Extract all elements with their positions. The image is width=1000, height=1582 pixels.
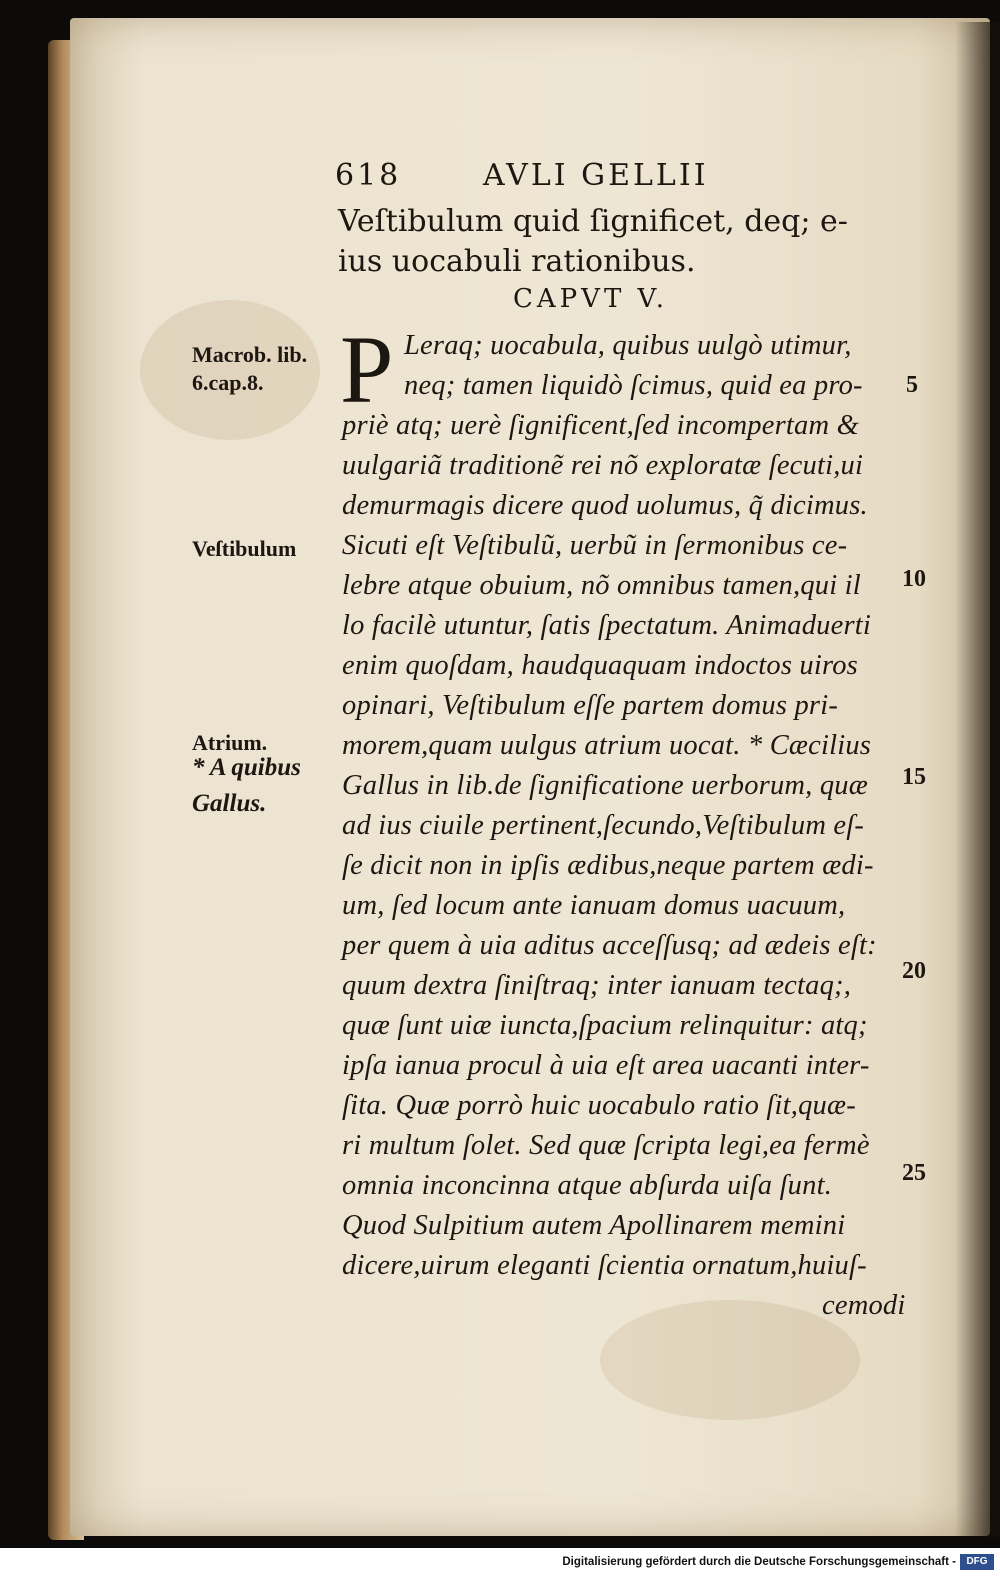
margin-note-atrium: Atrium. bbox=[192, 730, 268, 755]
body-line: Sicuti eſt Veſtibulũ, uerbũ in ſermonibus ce- bbox=[342, 530, 848, 561]
body-line: uulgariã traditionẽ rei nõ exploratæ ſecuti,ui bbox=[342, 450, 864, 481]
gutter-shadow bbox=[955, 22, 1000, 1537]
body-line: Quod Sulpitium autem Apollinarem memini bbox=[342, 1210, 846, 1241]
body-line: per quem à uia aditus acceſſusq; ad ædeis eſt: bbox=[342, 930, 877, 961]
margin-note-macrob-ref: 6.cap.8. bbox=[192, 370, 264, 395]
line-number: 5 bbox=[906, 372, 918, 398]
body-line: ipſa ianua procul à uia eſt area uacanti inter- bbox=[342, 1050, 870, 1081]
body-line: lo facilè utuntur, ſatis ſpectatum. Animaduerti bbox=[342, 610, 871, 641]
margin-note-a-quibus: * A quibus bbox=[192, 754, 301, 781]
margin-note-vestibulum: Veſtibulum bbox=[192, 536, 297, 561]
catchword: cemodi bbox=[822, 1290, 906, 1321]
body-line: quæ ſunt uiæ iuncta,ſpacium relinquitur: atq; bbox=[342, 1010, 868, 1041]
page-number: 618 bbox=[335, 158, 402, 193]
dfg-logo: DFG bbox=[960, 1554, 994, 1570]
funding-credit: Digitalisierung gefördert durch die Deutsche Forschungsgemeinschaft - bbox=[562, 1556, 956, 1568]
body-line: um, ſed locum ante ianuam domus uacuum, bbox=[342, 890, 846, 921]
line-number: 25 bbox=[902, 1160, 926, 1186]
margin-note-gallus: Gallus. bbox=[192, 790, 267, 817]
body-line: ſita. Quæ porrò huic uocabulo ratio ſit,quæ- bbox=[342, 1090, 856, 1121]
line-number: 15 bbox=[902, 764, 926, 790]
paper-stain bbox=[600, 1300, 860, 1420]
digitization-footer bbox=[0, 1548, 1000, 1582]
body-line: Gallus in lib.de ſignificatione uerborum, quæ bbox=[342, 770, 868, 801]
running-title: AVLI GELLII bbox=[483, 158, 709, 193]
chapter-title-line-1: Veſtibulum quid ſignificet, deq; e- bbox=[338, 204, 848, 239]
chapter-heading: CAPVT V. bbox=[513, 284, 669, 314]
body-line: ſe dicit non in ipſis ædibus,neque partem ædi- bbox=[342, 850, 874, 881]
body-line: omnia inconcinna atque abſurda uiſa ſunt. bbox=[342, 1170, 833, 1201]
body-line: morem,quam uulgus atrium uocat. * Cæcilius bbox=[342, 730, 872, 761]
line-number: 10 bbox=[902, 566, 926, 592]
body-line: dicere,uirum eleganti ſcientia ornatum,huiuſ- bbox=[342, 1250, 867, 1281]
chapter-title-line-2: ius uocabuli rationibus. bbox=[338, 244, 696, 279]
body-line: enim quoſdam, haudquaquam indoctos uiros bbox=[342, 650, 858, 681]
drop-cap: P bbox=[340, 316, 394, 423]
body-line: ri multum ſolet. Sed quæ ſcripta legi,ea fermè bbox=[342, 1130, 870, 1161]
body-line: neq; tamen liquidò ſcimus, quid ea pro- bbox=[404, 370, 863, 401]
body-line: ad ius ciuile pertinent,ſecundo,Veſtibulum eſ- bbox=[342, 810, 865, 841]
body-line: opinari, Veſtibulum eſſe partem domus pri- bbox=[342, 690, 839, 721]
body-line: quum dextra ſiniſtraq; inter ianuam tectaq;, bbox=[342, 970, 852, 1001]
body-line: demurmagis dicere quod uolumus, q̃ dicimus. bbox=[342, 490, 868, 521]
margin-note-macrob: Macrob. lib. bbox=[192, 342, 308, 367]
body-line: priè atq; uerè ſignificent,ſed incompertam & bbox=[342, 410, 859, 441]
line-number: 20 bbox=[902, 958, 926, 984]
body-line: lebre atque obuium, nõ omnibus tamen,qui il bbox=[342, 570, 861, 601]
body-line: Leraq; uocabula, quibus uulgò utimur, bbox=[404, 330, 852, 361]
